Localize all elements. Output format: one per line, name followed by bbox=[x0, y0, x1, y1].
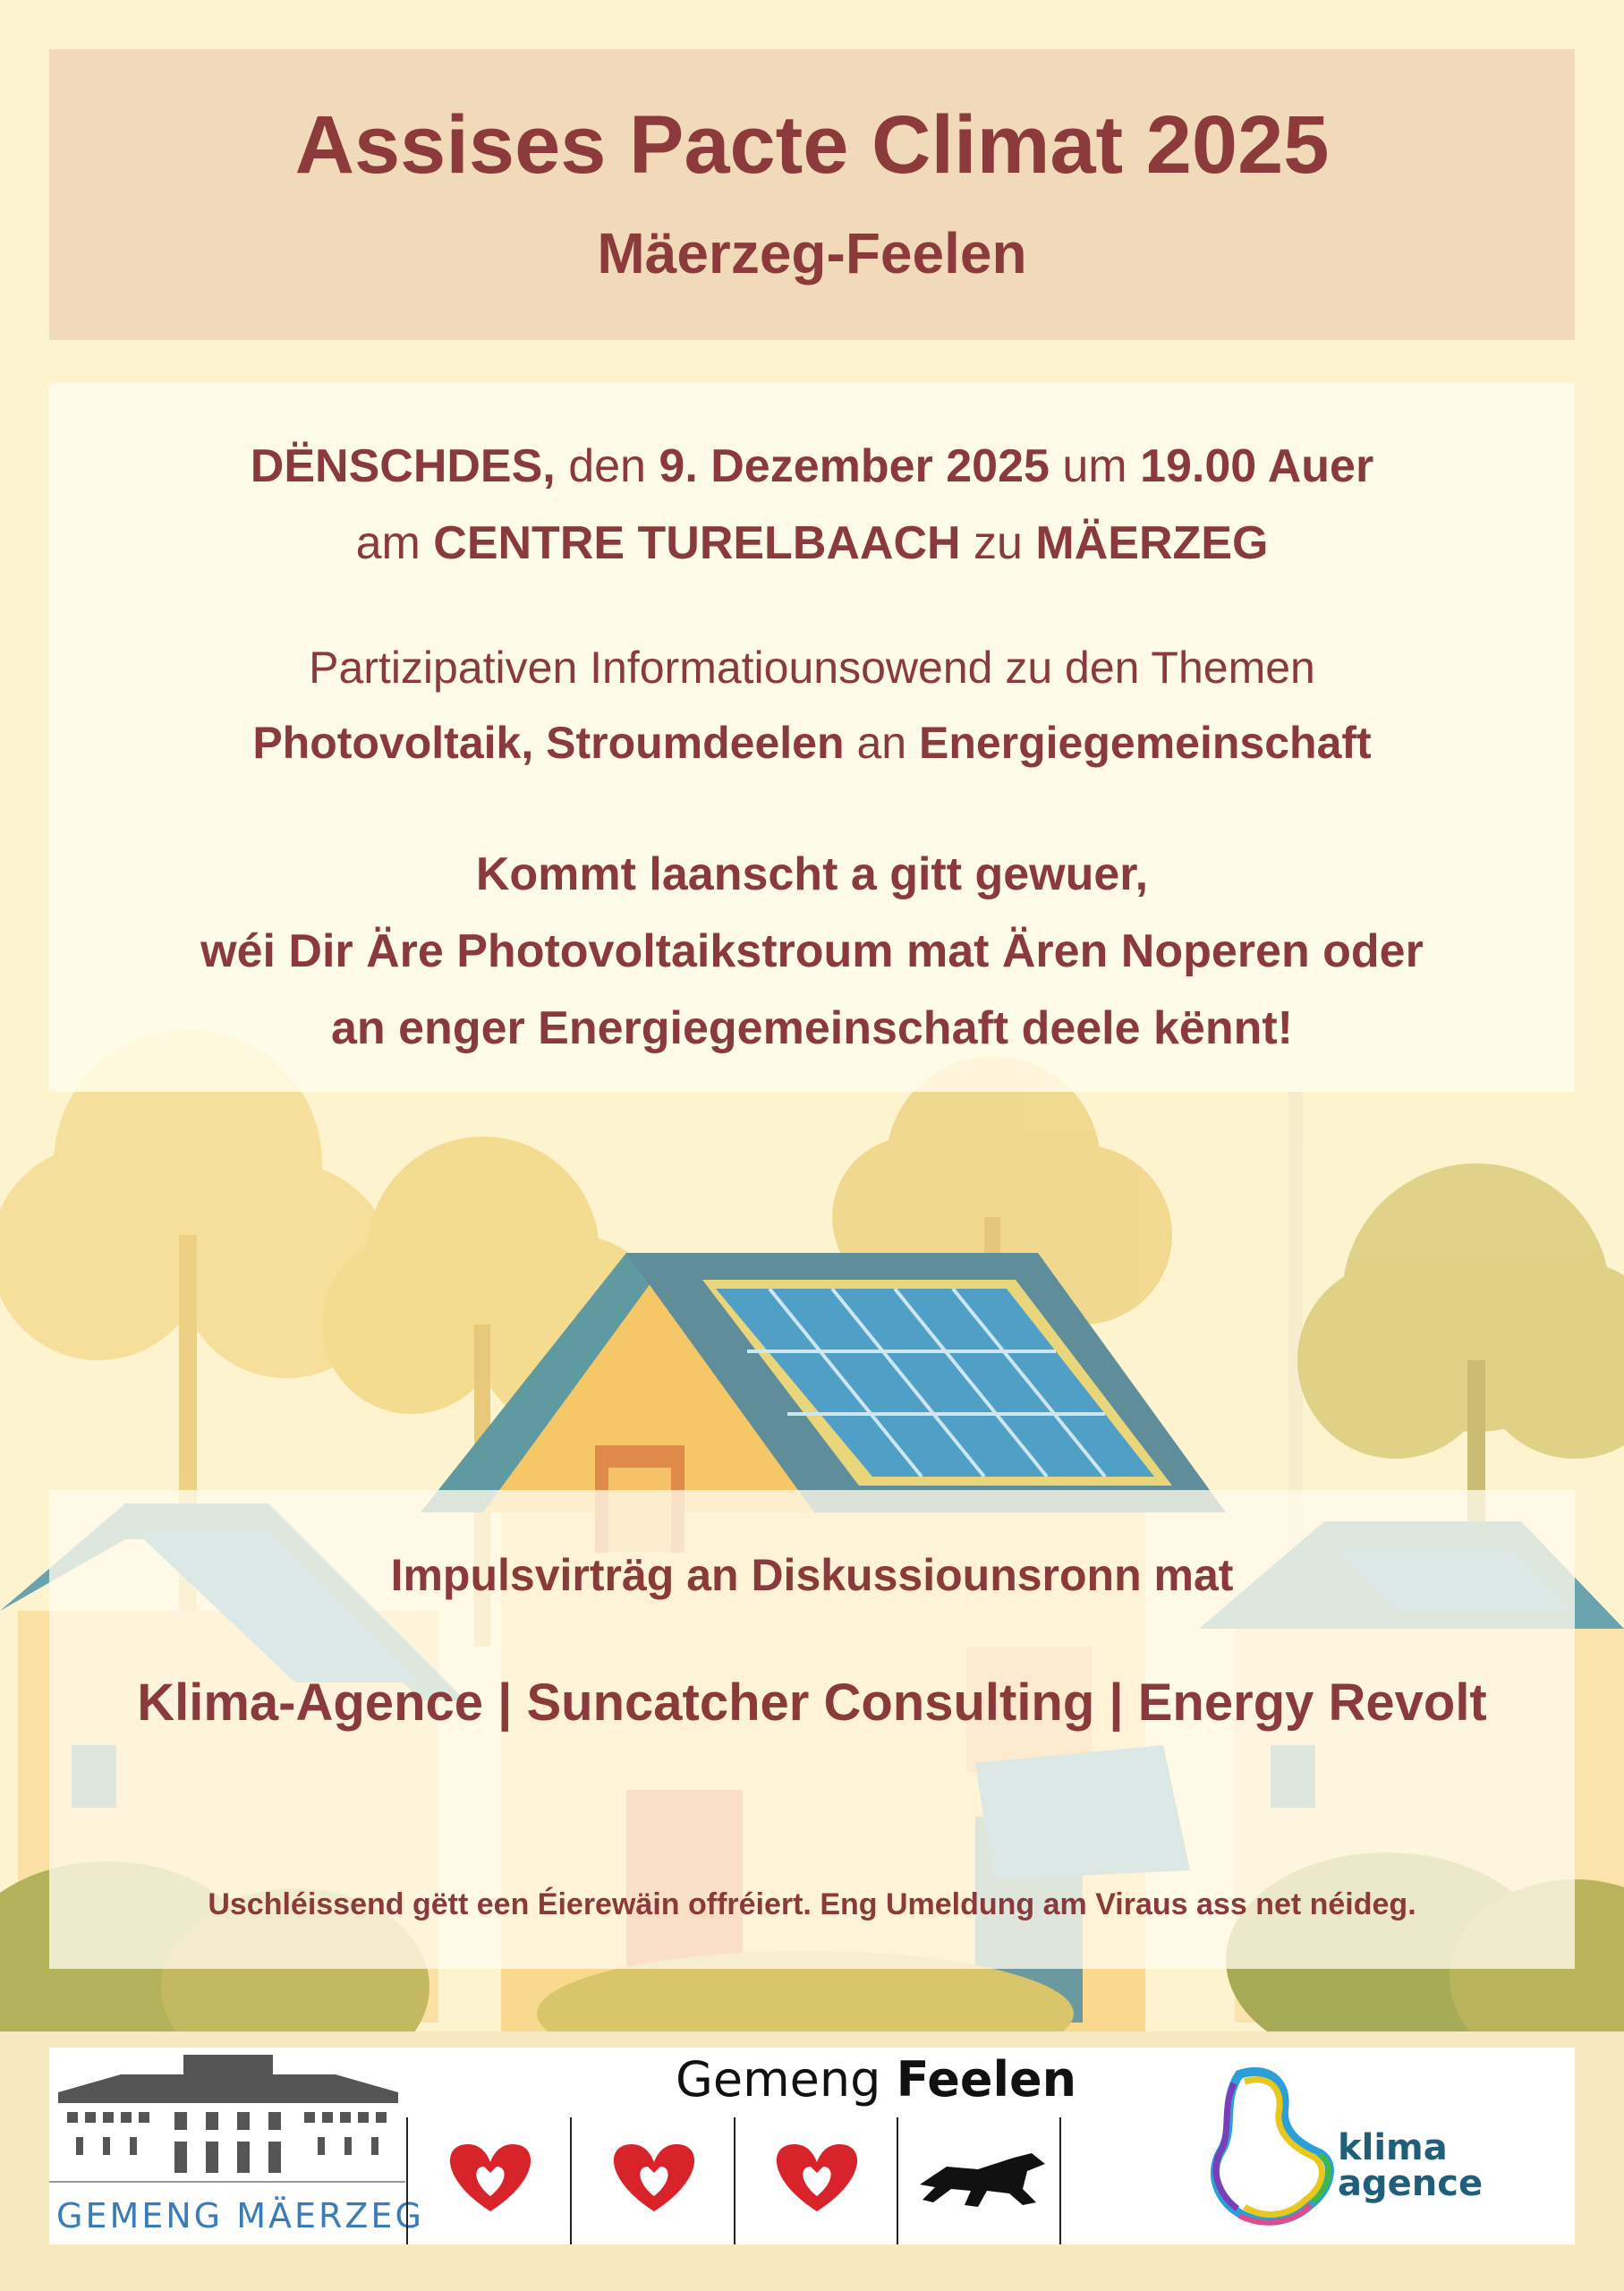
klima-agence-logo-text bbox=[1338, 2127, 1484, 2204]
feelen-coat-of-arms-icons bbox=[405, 2117, 1112, 2244]
klima-line2: agence bbox=[1338, 2163, 1484, 2204]
header-banner bbox=[49, 49, 1575, 340]
event-am: am bbox=[355, 517, 421, 569]
klima-line1: klima bbox=[1338, 2127, 1448, 2168]
call-line-2: wéi Dir Äre Photovoltaikstroum mat Ären Noperen oder bbox=[200, 925, 1424, 977]
info-topic2: Energiegemeinschaft bbox=[918, 718, 1372, 768]
info-an: an bbox=[856, 718, 907, 768]
feelen-name: Feelen bbox=[896, 2051, 1077, 2108]
heart-icon bbox=[777, 2144, 857, 2211]
wolf-icon bbox=[920, 2153, 1045, 2207]
event-info-panel bbox=[49, 383, 1575, 1092]
feelen-prefix: Gemeng bbox=[676, 2051, 881, 2108]
event-day: DËNSCHDES, bbox=[250, 440, 556, 492]
event-venue: CENTRE TURELBAACH bbox=[433, 517, 961, 569]
maerzeg-logo-text: GEMENG MÄERZEG bbox=[56, 2196, 424, 2236]
info-topics bbox=[49, 705, 1575, 780]
event-date-line bbox=[49, 428, 1575, 505]
call-line-3: an enger Energiegemeinschaft deele kënnt! bbox=[331, 1002, 1293, 1054]
talks-panel bbox=[49, 1490, 1575, 1969]
call-line-1: Kommt laanscht a gitt gewuer, bbox=[475, 848, 1149, 900]
event-time: 19.00 Auer bbox=[1140, 440, 1374, 492]
info-intro: Partizipativen Informatiounsowend zu den Themen bbox=[309, 643, 1315, 693]
feelen-logo-title bbox=[676, 2051, 1076, 2108]
talks-partners: Klima-Agence | Suncatcher Consulting | Energy Revolt bbox=[137, 1674, 1487, 1732]
event-town: MÄERZEG bbox=[1035, 517, 1269, 569]
talks-heading: Impulsvirträg an Diskussiounsronn mat bbox=[390, 1550, 1234, 1600]
page-title: Assises Pacte Climat 2025 bbox=[294, 99, 1330, 191]
info-topic1: Photovoltaik, Stroumdeelen bbox=[252, 718, 845, 768]
heart-icon bbox=[614, 2144, 694, 2211]
talks-note: Uschléissend gëtt een Éierewäin offréiert. Eng Umeldung am Viraus ass net néideg. bbox=[208, 1887, 1416, 1921]
event-zu: zu bbox=[974, 517, 1023, 569]
heart-icon bbox=[450, 2144, 531, 2211]
page-subtitle: Mäerzeg-Feelen bbox=[597, 221, 1027, 285]
event-location-line bbox=[49, 505, 1575, 582]
event-den: den bbox=[568, 440, 646, 492]
logos-strip bbox=[49, 2048, 1575, 2244]
event-um: um bbox=[1062, 440, 1127, 492]
event-date: 9. Dezember 2025 bbox=[659, 440, 1050, 492]
